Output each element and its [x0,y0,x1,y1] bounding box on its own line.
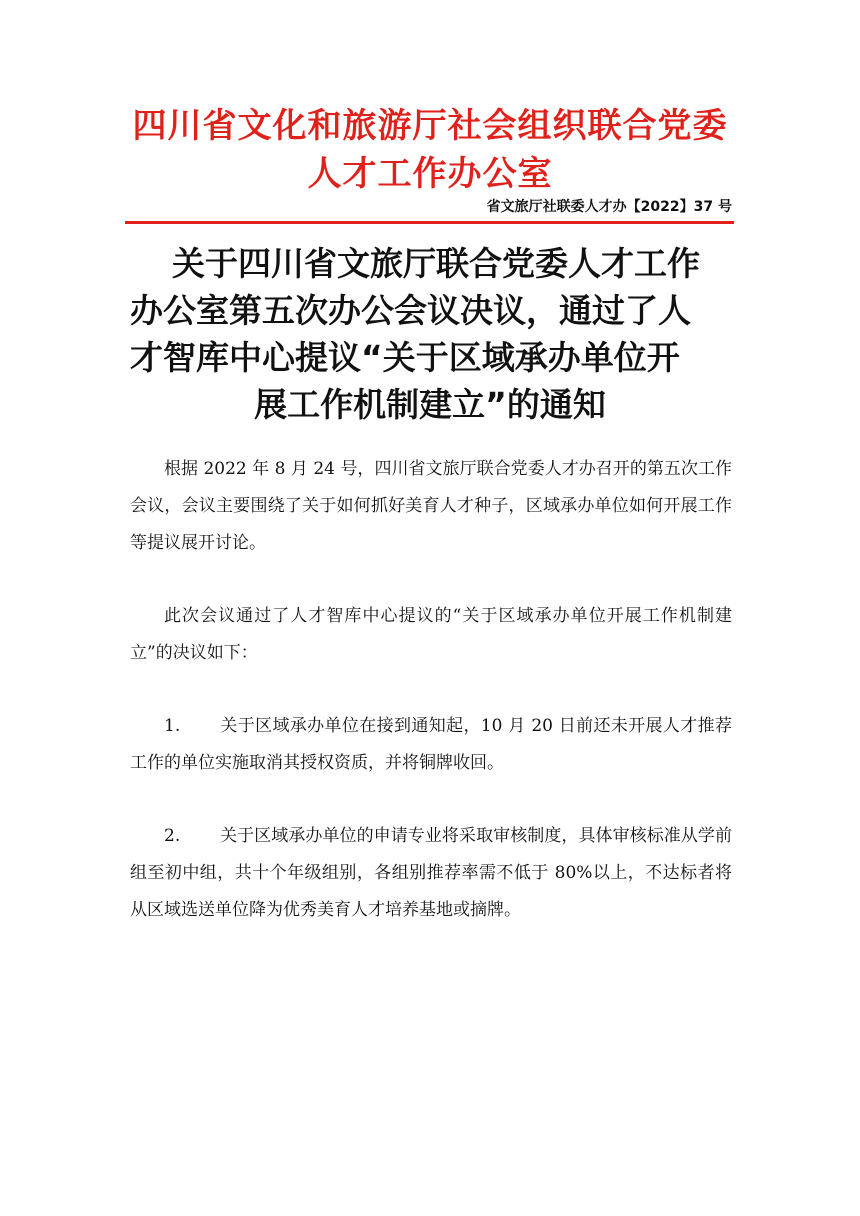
notice-body [130,451,732,965]
title-line-4: 展工作机制建立”的通知 [254,385,606,424]
red-divider-line [125,221,734,224]
resolution-item-1 [130,708,732,782]
item-number: 2. [164,826,181,846]
paragraph-resolution-intro: 此次会议通过了人才智库中心提议的“关于区域承办单位开展工作机制建立”的决议如下： [130,606,732,663]
notice-title [130,240,730,428]
title-line-3: 才智库中心提议“关于区域承办单位开 [130,338,680,377]
item-number: 1. [164,716,181,736]
title-line-1: 关于四川省文旅厅联合党委人才工作 [172,244,700,283]
title-line-2: 办公室第五次办公会议决议，通过了人 [130,291,691,330]
issuing-organization-header [60,102,800,198]
item-text: 关于区域承办单位的申请专业将采取审核制度，具体审核标准从学前组至初中组，共十个年级组别，各组别推荐率需不低于 80%以上，不达标者将从区域选送单位降为优秀美育人才培养基地或摘牌。 [130,826,732,920]
document-number: 省文旅厅社联委人才办【2022】37 号 [486,199,732,215]
item-text: 关于区域承办单位在接到通知起，10 月 20 日前还未开展人才推荐工作的单位实施取消其授权资质，并将铜牌收回。 [130,716,732,773]
resolution-item-2 [130,818,732,929]
org-title-line-1: 四川省文化和旅游厅社会组织联合党委 [132,106,728,146]
org-title-line-2: 人才工作办公室 [307,154,553,194]
paragraph-meeting-background: 根据 2022 年 8 月 24 号，四川省文旅厅联合党委人才办召开的第五次工作会议，会议主要围绕了关于如何抓好美育人才种子，区域承办单位如何开展工作等提议展开讨论。 [130,459,732,553]
